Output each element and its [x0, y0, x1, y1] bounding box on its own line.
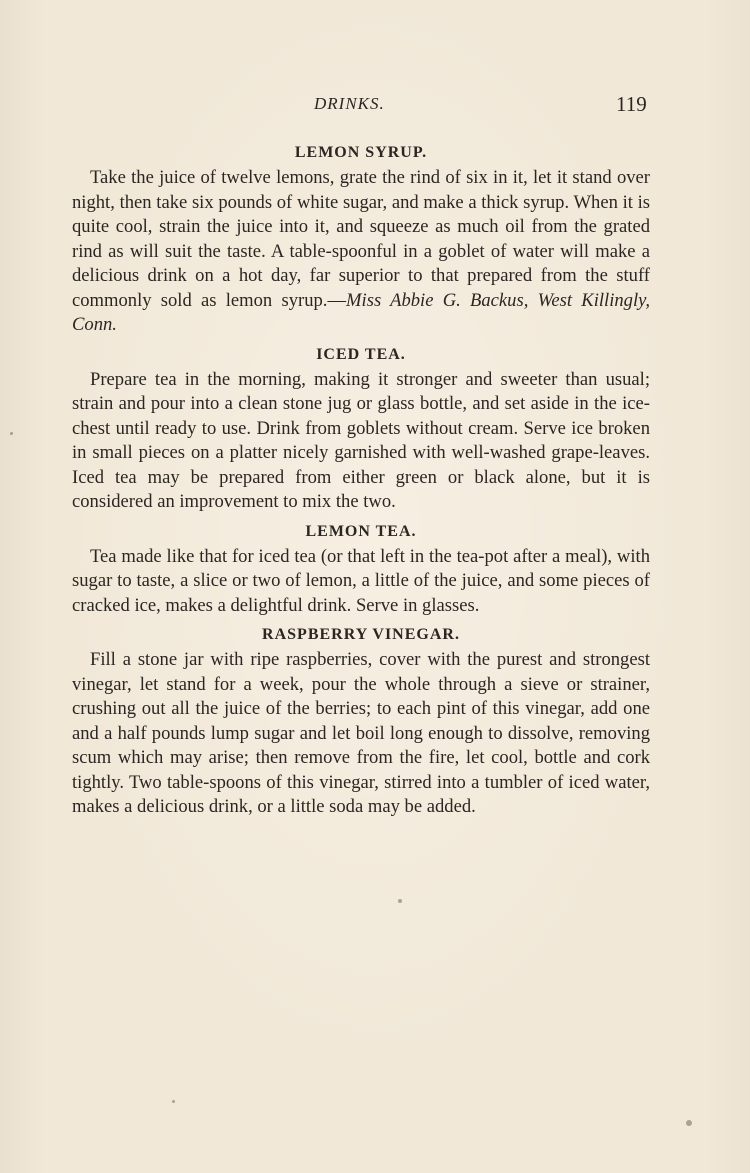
- section-heading: LEMON TEA.: [305, 522, 417, 540]
- page-body: [72, 140, 650, 820]
- paper-speck: [10, 432, 13, 435]
- section-iced-tea: [72, 342, 650, 515]
- section-paragraph: Fill a stone jar with ripe raspberries, cover with the purest and strongest vinegar, let stand for a week, pour the whole through a sieve or strainer, crushing out all the juice of the berries; to each pint of this vinegar, add one and a half pounds lump sugar and let boil long enough to dissolve, removing scum which may arise; then remove from the fire, let cool, bottle and cork tightly. Two table-spoons of this vinegar, stirred into a tumbler of iced water, makes a delicious drink, or a little soda may be added.: [72, 649, 650, 817]
- running-header: [0, 94, 750, 122]
- section-paragraph: Tea made like that for iced tea (or that left in the tea-pot after a meal), with sugar to taste, a slice or two of lemon, a little of the juice, and some pieces of cracked ice, makes a delightful drink. Serve in glasses.: [72, 545, 650, 616]
- paper-speck: [398, 899, 402, 903]
- section-heading: ICED TEA.: [316, 345, 406, 363]
- section-lemon-syrup: [72, 140, 650, 338]
- running-title: DRINKS.: [314, 94, 385, 113]
- paper-speck: [172, 1100, 175, 1103]
- paragraph-text: Take the juice of twelve lemons, grate the rind of six in it, let it stand over night, then take six pounds of white sugar, and make a thick syrup. When it is quite cool, strain the juice into it, and squeeze as much oil from the grated rind as will suit the taste. A table-spoonful in a goblet of water will make a delicious drink on a hot day, far superior to that prepared from the stuff commonly sold as lemon syrup.—: [72, 167, 650, 311]
- page-number: 119: [616, 92, 647, 116]
- section-lemon-tea: [72, 519, 650, 619]
- section-paragraph: Prepare tea in the morning, making it stronger and sweeter than usual; strain and pour into a clean stone jug or glass bottle, and set aside in the ice-chest until ready to use. Drink from goblets without cream. Serve ice broken in small pieces on a platter nicely garnished with well-washed grape-leaves. Iced tea may be prepared from either green or black alone, but it is considered an improvement to mix the two.: [72, 368, 650, 512]
- section-paragraph: [72, 166, 650, 338]
- section-heading: RASPBERRY VINEGAR.: [262, 626, 460, 643]
- section-raspberry-vinegar: [72, 622, 650, 820]
- paper-speck: [686, 1120, 692, 1126]
- section-heading: LEMON SYRUP.: [294, 144, 428, 161]
- attribution: Miss Abbie G. Backus, West Killingly, Conn.: [72, 289, 650, 335]
